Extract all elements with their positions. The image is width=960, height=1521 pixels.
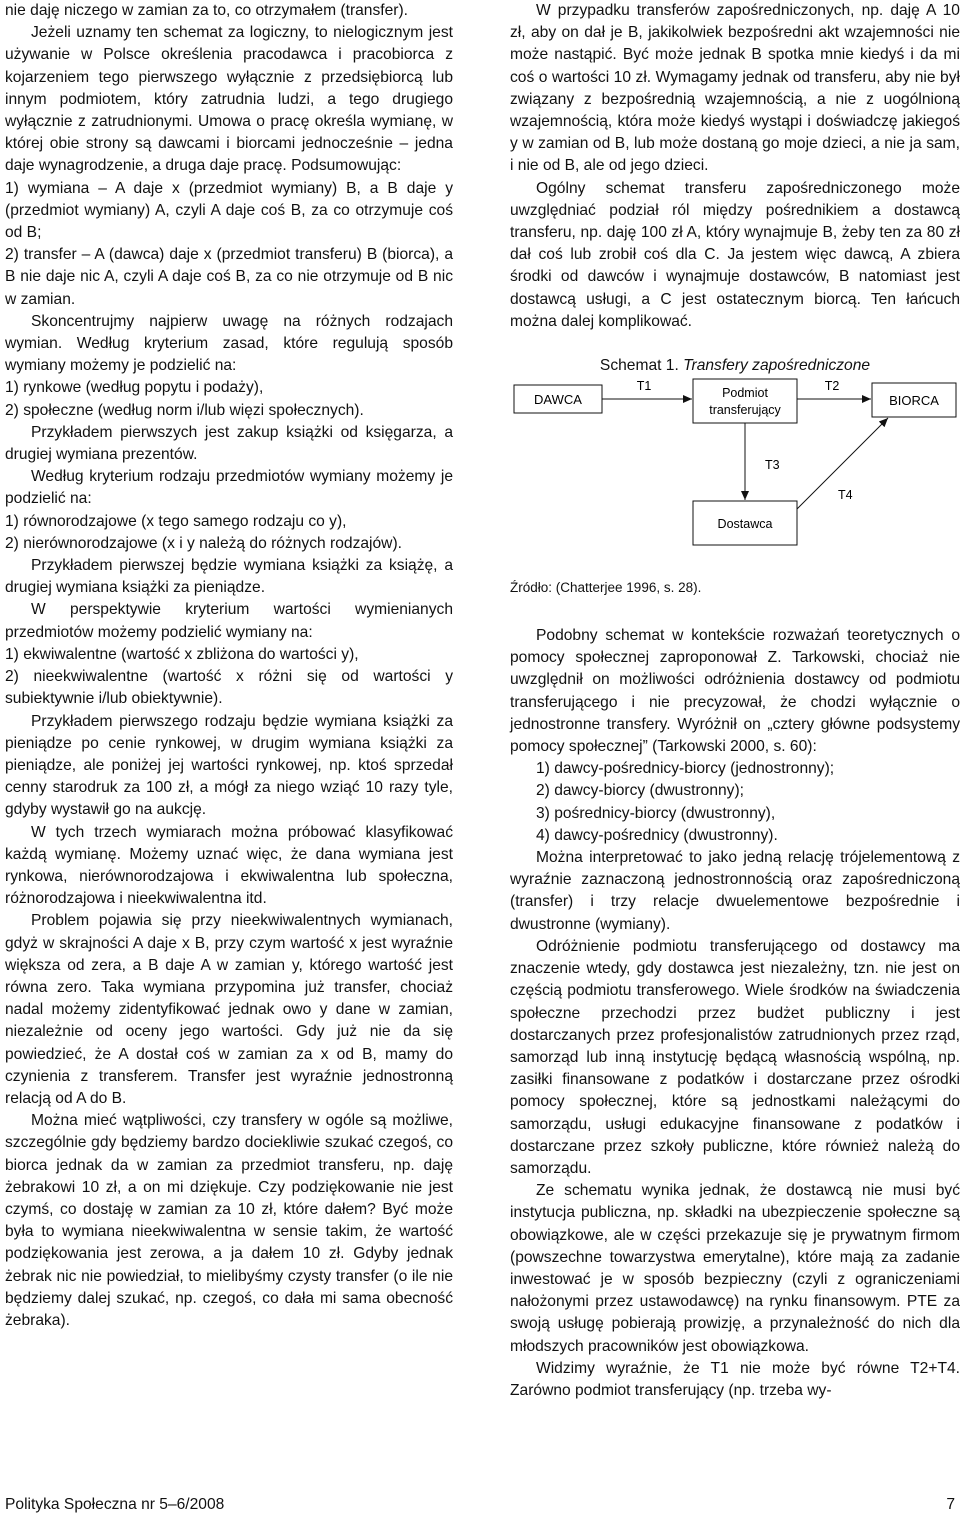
list-item: 2) społeczne (według norm i/lub więzi społecznych). xyxy=(5,401,364,419)
paragraph: nie daję niczego w zamian za to, co otrzymałem (transfer). xyxy=(5,2,409,19)
right-column xyxy=(510,0,960,1402)
paragraph: Skoncentrujmy najpierw uwagę na różnych rodzajach wymian. Według kryterium zasad, które regulują sposób wymiany możemy je podzielić na: xyxy=(5,312,453,375)
list-item: 1) dawcy-pośrednicy-biorcy (jednostronny); xyxy=(536,760,835,778)
figure-title-italic: Transfery zapośredniczone xyxy=(683,357,871,375)
figure-schemat xyxy=(510,355,960,603)
biorca-label: BIORCA xyxy=(889,393,939,409)
paragraph: Jeżeli uznamy ten schemat za logiczny, to nielogicznym jest używanie w Polsce określenia pracodawca i pracobiorca z kojarzeniem tego pierwszego wyłącznie z przedsiębiorcą lub innym podmiotem, który zatrudnia ludzi, a tego drugiego wyłącznie z zatrudnionymi. Umowa o pracę określa wymianę, w której obie strony są dawcami i biorcami jednocześnie – jedna daje wynagrodzenie, a druga daje pracę. Podsumowując: xyxy=(5,24,453,175)
paragraph: Przykładem pierwszej będzie wymiana książki za książę, a drugiej wymiana książki za pieniądze. xyxy=(5,557,453,597)
journal-name: Polityka Społeczna nr 5–6/2008 xyxy=(5,1496,225,1513)
paragraph: Podobny schemat w kontekście rozważań teoretycznych o pomocy społecznej zaproponował Z. Tarkowski, chociaż nie uwzględnił on możliwości odróżnienia dostawcy od podmiotu transferującego i nie precyzował, że chodzi wyłącznie o jednostronne transfery. Wyróżnił on „cztery główne podsystemy pomocy społecznej” (Tarkowski 2000, s. 60): xyxy=(510,627,960,756)
podmiot-label-1: Podmiot xyxy=(722,386,768,401)
paragraph: Ze schematu wynika jednak, że dostawcą nie musi być instytucja publiczna, np. składki na ubezpieczenie społeczne są obowiązkowe, ale w części przekazuje się je prywatnym firmom (powszechne towarzystwa emerytalne), które mają za zadanie inwestować je w sposób bezpieczny (czyli z ograniczeniami nałożonymi przez ustawodawcę) na rynku finansowym. PTE za swoją usługę pobierają prowizję, a przynależność do nich dla młodszych pracowników jest obowiązkowa. xyxy=(510,1182,960,1355)
flow-diagram xyxy=(510,377,960,577)
list-item: 4) dawcy-pośrednicy (dwustronny). xyxy=(536,826,778,844)
label-t2: T2 xyxy=(824,379,840,394)
list-item: 2) transfer – A (dawca) daje x (przedmiot transferu) B (biorca), a B nie daje nic A, czyli A daje coś B, za co nie otrzymuje od B nic w zamian. xyxy=(5,246,453,308)
list-item: 1) ekwiwalentne (wartość x zbliżona do wartości y), xyxy=(5,645,359,663)
paragraph: Według kryterium rodzaju przedmiotów wymiany możemy je podzielić na: xyxy=(5,468,453,508)
paragraph: Ogólny schemat transferu zapośredniczonego może uwzględniać podział ról między pośrednikiem a dostawcą transferu, np. daję 100 zł A, który wynajmuje B, żeby ten za 80 zł dał coś lub zrobił coś dla C. Ja jestem więc dawcą, A zbiera środki od dawców i wynajmuje dostawców, B natomiast jest dostawcą usługi, a C jest ostatecznym biorcą. Ten łańcuch można dalej komplikować. xyxy=(510,179,960,330)
paragraph: Problem pojawia się przy nieekwiwalentnych wymianach, gdyż w skrajności A daje x B, przy czym wartość x jest wyraźnie większa od zera, a B daje A w zamian y, którego wartość jest równa zero. Taka wymiana przypomina już transfer, chociaż nadal możemy zidentyfikować jednak owo y dane w zamian, niezależnie od oceny jego wartości. Gdy już nie da się powiedzieć, że A dostał coś w zamian za x od B, mamy do czynienia z transferem. Transfer jest wyraźnie jednostronną relacją od A do B. xyxy=(5,912,453,1107)
paragraph: Można interpretować to jako jedną relację trójelementową z wyraźnie zaznaczoną jednostronnością oraz zapośredniczoną (transfer) i trzy relacje dwuelementowe bezpośrednie i dwustronne (wymiany). xyxy=(510,849,960,933)
left-column xyxy=(5,0,453,1332)
label-t3: T3 xyxy=(765,458,780,473)
paragraph: W przypadku transferów zapośredniczonych, np. daję A 10 zł, aby on dał je B, jakikolwiek bezpośredni akt wzajemności nie może nastąpić. Być może jednak B spotka mnie kiedyś i da mi coś o wartości 10 zł. Wymagamy jednak od transferu, aby nie był związany z bezpośrednią wzajemnością, a nie z uogólnioną wzajemnością, która może kiedyś wystąpi i doświadczę jakiegoś y w zamian od B, lub może dostaną go moje dzieci, a nie ja sam, i nie od B, ale od jego dzieci. xyxy=(510,2,960,175)
paragraph: W perspektywie kryterium wartości wymienianych przedmiotów możemy podzielić wymiany na: xyxy=(5,601,453,641)
figure-source: Źródło: (Chatterjee 1996, s. 28). xyxy=(510,580,702,596)
paragraph: Przykładem pierwszych jest zakup książki od księgarza, a drugiej wymiana prezentów. xyxy=(5,423,453,464)
list-item: 1) wymiana – A daje x (przedmiot wymiany) B, a B daje y (przedmiot wymiany) A, czyli A daje coś B, za co otrzymuje coś od B; xyxy=(5,179,453,242)
list-item: 2) nierównorodzajowe (x i y należą do różnych rodzajów). xyxy=(5,534,402,552)
figure-title-prefix: Schemat 1. xyxy=(599,357,679,375)
paragraph: Widzimy wyraźnie, że T1 nie może być równe T2+T4. Zarówno podmiot transferujący (np. trzeba wy- xyxy=(510,1359,960,1399)
page-number: 7 xyxy=(946,1496,955,1513)
list-item: 3) pośrednicy-biorcy (dwustronny), xyxy=(536,804,776,822)
figure-title xyxy=(510,355,960,377)
list-item: 2) dawcy-biorcy (dwustronny); xyxy=(536,782,744,800)
paragraph: Odróżnienie podmiotu transferującego od dostawcy ma znaczenie wtedy, gdy dostawca jest niezależny, tzn. nie jest on częścią podmiotu transferowego. Wiele środków na świadczenia społeczne przechodzi przez budżet publiczny i jest dostarczanych przez profesjonalistów zatrudnionych przez rząd, samorząd lub inną instytucję będącą własnością wspólną, np. zasiłki finansowane z podatków i dostarczane przez ośrodki pomocy społecznej, które są jednostkami należącymi do samorządu, usługi edukacyjne finansowane z podatków i dostarczane przez szkoły publiczne, które również należą do samorządu. xyxy=(510,937,960,1177)
list-item: 2) nieekwiwalentne (wartość x różni się od wartości y subiektywnie i/lub obiektywnie). xyxy=(5,668,453,708)
paragraph: Można mieć wątpliwości, czy transfery w ogóle są możliwe, szczególnie gdy będziemy bardzo dociekliwie szukać czegoś, co biorca jednak da w zamian za przedmiot transferu, np. daję żebrakowi 10 zł, a on mi dziękuje. Czy podziękowanie nie jest czymś, co dostaję w zamian za 10 zł, które dałem? Być może była to wymiana nieekwiwalentna w sensie takim, że wartość podziękowania jest zerowa, a ja dałem 10 zł. Gdyby jednak żebrak nic nie powiedział, to mielibyśmy czysty transfer (o ile nie będziemy dalej szukać, np. czegoś, co dała mi sama obecność żebraka). xyxy=(5,1112,453,1329)
dawca-label: DAWCA xyxy=(534,392,582,408)
list-item: 1) rynkowe (według popytu i podaży), xyxy=(5,379,264,397)
dostawca-label: Dostawca xyxy=(717,517,773,532)
label-t4: T4 xyxy=(838,488,853,503)
page-footer xyxy=(5,1494,955,1518)
list-item: 1) równorodzajowe (x tego samego rodzaju co y), xyxy=(5,512,347,530)
paragraph: W tych trzech wymiarach można próbować klasyfikować każdą wymianę. Możemy uznać więc, że dana wymiana jest rynkowa, nierównorodzajowa i ekwiwalentna lub społeczna, różnorodzajowa i nieekwiwalentna itd. xyxy=(5,823,453,908)
paragraph: Przykładem pierwszego rodzaju będzie wymiana książki za pieniądze po cenie rynkowej, w drugim wymiana książki za pieniądze, ale poniżej jej wartości rynkowej, np. ktoś sprzedał cenny starodruk za 100 zł, a mógł za niego wziąć 10 razy tyle, gdyby wystawił go na aukcję. xyxy=(5,712,453,819)
label-t1: T1 xyxy=(636,379,652,394)
podmiot-label-2: transferujący xyxy=(709,403,781,418)
